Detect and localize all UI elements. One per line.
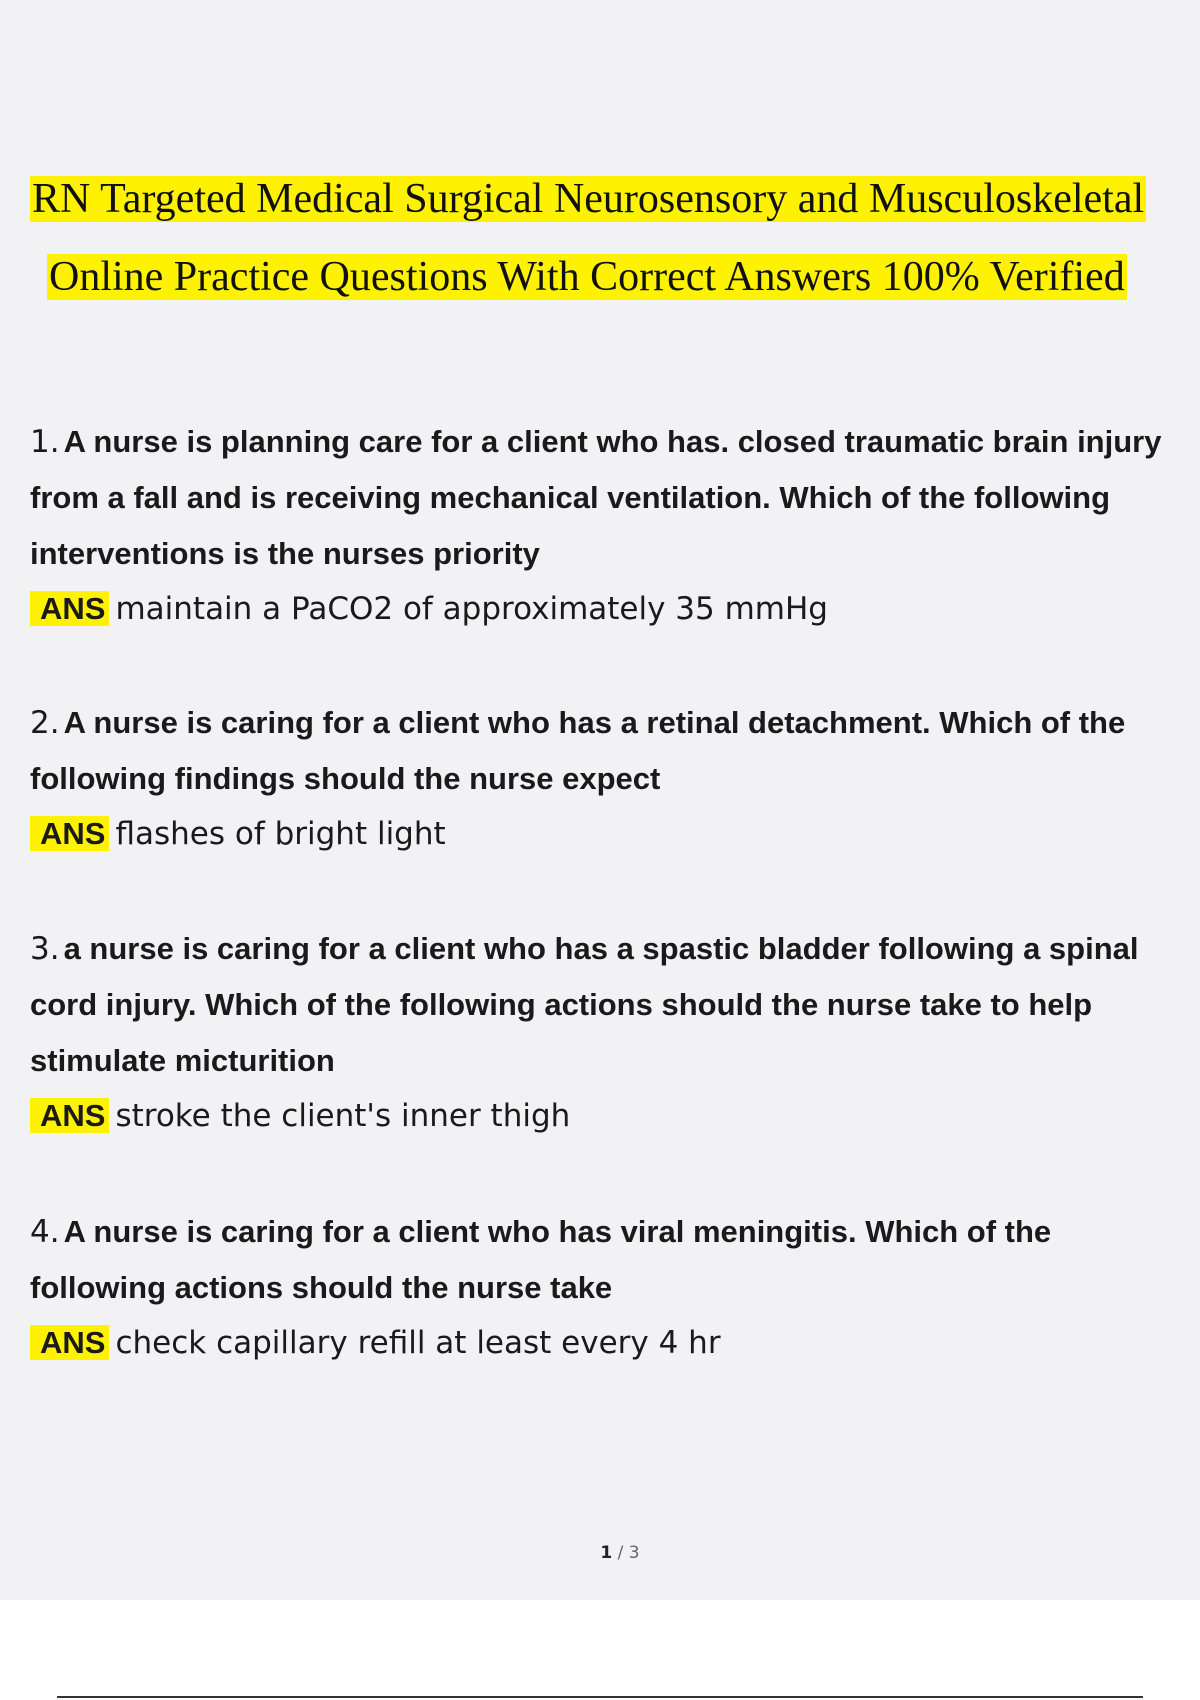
answer-text: flashes of bright light bbox=[115, 816, 446, 852]
answer-line bbox=[30, 582, 1180, 636]
question-number: 1. bbox=[30, 424, 60, 460]
answer-line bbox=[30, 807, 1180, 861]
page-separator: / bbox=[612, 1543, 629, 1563]
question-number: 3. bbox=[30, 931, 60, 967]
page-divider bbox=[57, 1696, 1143, 1698]
current-page-number: 1 bbox=[600, 1543, 613, 1563]
answer-text: stroke the client's inner thigh bbox=[115, 1098, 571, 1134]
title-line-1 bbox=[0, 160, 1200, 238]
answer-line bbox=[30, 1316, 1180, 1370]
document-title bbox=[0, 160, 1200, 316]
question-block-3 bbox=[30, 921, 1180, 1143]
answer-label: ANS bbox=[30, 1098, 109, 1133]
question-block-2 bbox=[30, 695, 1180, 861]
question-body: A nurse is planning care for a client who has. closed traumatic brain injury from a fall and is receiving mechanical ventilation. Which of the following interventions is the nurses priority bbox=[30, 424, 1162, 571]
answer-line bbox=[30, 1089, 1180, 1143]
page-indicator bbox=[0, 1543, 1200, 1563]
title-line-2 bbox=[0, 238, 1200, 316]
question-text bbox=[30, 695, 1180, 807]
title-line-1-text: RN Targeted Medical Surgical Neurosensory and Musculoskeletal bbox=[32, 176, 1145, 222]
title-line-2-text: Online Practice Questions With Correct Answers 100% Verified bbox=[49, 254, 1125, 300]
answer-label: ANS bbox=[30, 816, 109, 851]
question-body: A nurse is caring for a client who has viral meningitis. Which of the following actions should the nurse take bbox=[30, 1214, 1052, 1305]
question-body: A nurse is caring for a client who has a retinal detachment. Which of the following findings should the nurse expect bbox=[30, 705, 1126, 796]
answer-text: check capillary refill at least every 4 hr bbox=[115, 1325, 721, 1361]
question-text bbox=[30, 1204, 1180, 1316]
question-text bbox=[30, 921, 1180, 1089]
answer-label: ANS bbox=[30, 1325, 109, 1360]
total-pages: 3 bbox=[628, 1543, 640, 1563]
question-block-1 bbox=[30, 414, 1180, 636]
answer-text: maintain a PaCO2 of approximately 35 mmHg bbox=[115, 591, 828, 627]
question-body: a nurse is caring for a client who has a spastic bladder following a spinal cord injury. Which of the following actions should the nurse take to help stimulate micturition bbox=[30, 931, 1139, 1078]
answer-label: ANS bbox=[30, 591, 109, 626]
question-block-4 bbox=[30, 1204, 1180, 1370]
question-text bbox=[30, 414, 1180, 582]
question-number: 2. bbox=[30, 705, 60, 741]
question-number: 4. bbox=[30, 1214, 60, 1250]
